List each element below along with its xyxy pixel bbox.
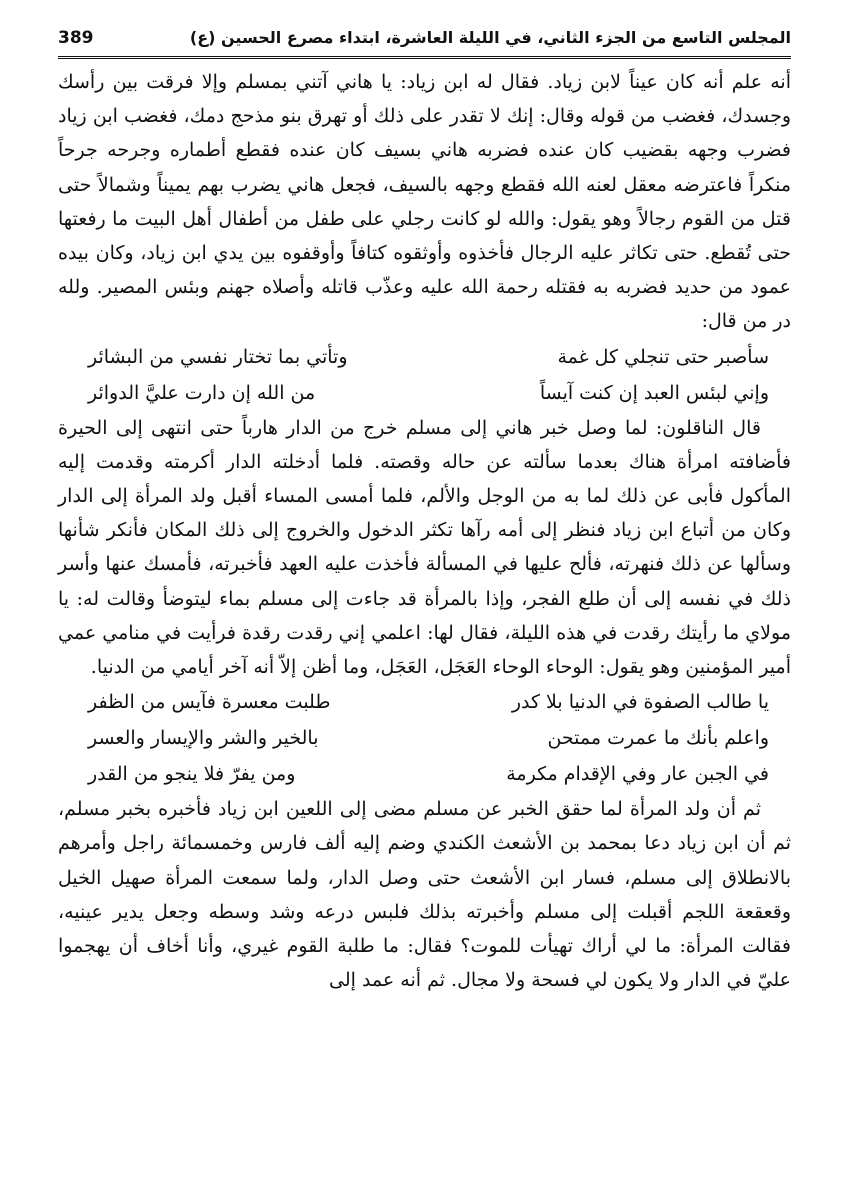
page-number: 389	[58, 28, 94, 48]
running-header	[58, 28, 791, 59]
verse-second-hemistich: وتأتي بما تختار نفسي من البشائر	[88, 345, 348, 368]
paragraph: ثم أن ولد المرأة لما حقق الخبر عن مسلم مضى إلى اللعين ابن زياد فأخبره بخبر مسلم، ثم أن ابن زياد دعا بمحمد بن الأشعث الكندي وضم إليه ألف فارس وخمسمائة راجل وأمرهم بالانطلاق إلى مسلم، فسار ابن الأشعث حتى وصل الدار، ولما سمعت المرأة صهيل الخيل وقعقعة اللجم أقبلت إلى مسلم وأخبرته بذلك فلبس درعه وشد وسطه وجعل يدير عينيه، فقالت المرأة: ما لي أراك تهيأت للموت؟ فقال: ما طلبة القوم غيري، وأنا أخاف أن يهجموا عليّ في الدار ولا يكون لي فسحة ولا مجال. ثم أنه عمد إلى	[58, 798, 791, 992]
chapter-title: المجلس التاسع من الجزء الثاني، في الليلة العاشرة، ابتداء مصرع الحسين (ع)	[189, 28, 791, 47]
verse-first-hemistich: واعلم بأنك ما عمرت ممتحن	[547, 727, 769, 750]
verse-first-hemistich: وإني لبئس العبد إن كنت آيساً	[539, 381, 769, 404]
paragraph: أنه علم أنه كان عيناً لابن زياد. فقال له ابن زياد: يا هاني آتني بمسلم وإلا فرقت بين رأسك وجسدك، فغضب من قوله وقال: إنك لا تقدر على ذلك أو تهرق بنو مذحج دمك، فغضب ابن زياد فضرب وجهه بقضيب كان عنده فضربه هاني بسيف كان عنده فقطع أطماره وجرحه جرحاً منكراً فاعترضه معقل لعنه الله فقطع وجهه بالسيف، فجعل هاني يضرب بهم يميناً وشمالاً حتى قتل من القوم رجالاً وهو يقول: والله لو كانت رجلي على طفل من أطفال أهل البيت ما رفعتها حتى تُقطع. حتى تكاثر عليه الرجال فأخذوه وأوثقوه كتافاً وأوقفوه بين يدي ابن زياد، وكان بيده عمود من حديد فضربه به فقتله رحمة الله عليه وعذّب قاتله وأصلاه جهنم وبئس المصير. ولله در من قال:	[58, 71, 791, 333]
verse-second-hemistich: طلبت معسرة فآيس من الظفر	[88, 691, 331, 714]
verse-first-hemistich: سأصبر حتى تنجلي كل غمة	[557, 345, 769, 368]
verse-second-hemistich: بالخير والشر والإيسار والعسر	[88, 727, 319, 750]
page-body	[58, 65, 791, 997]
verse-first-hemistich: يا طالب الصفوة في الدنيا بلا كدر	[511, 691, 769, 714]
poem-verse	[58, 720, 791, 756]
verse-first-hemistich: في الجبن عار وفي الإقدام مكرمة	[506, 763, 769, 786]
paragraph: قال الناقلون: لما وصل خبر هاني إلى مسلم خرج من الدار هارباً حتى انتهى إلى الحيرة فأضافته امرأة هناك بعدما سألته عن حاله وقصته. فلما أدخلته الدار أكرمته وقدمت إليه المأكول فأبى عن ذلك لما به من الوجل والألم، فلما أمسى المساء أقبل ولد المرأة إلى الدار وكان من أتباع ابن زياد فنظر إلى أمه رآها تكثر الدخول والخروج إلى ذلك المكان فأنكر شأنها وسألها عن ذلك فنهرته، فألح عليها في المسألة فأخذت عليه العهد فأخبرته، فأمسك عنها وأسر ذلك في نفسه إلى أن طلع الفجر، وإذا بالمرأة قد جاءت إلى مسلم بماء ليتوضأ وقالت له: يا مولاي ما رأيتك رقدت في هذه الليلة، فقال لها: اعلمي إني رقدت رقدة فرأيت في منامي عمي أمير المؤمنين وهو يقول: الوحاء الوحاء العَجَل، العَجَل، وما أظن إلاّ أنه آخر أيامي من الدنيا.	[58, 416, 791, 679]
verse-second-hemistich: ومن يفرّ فلا ينجو من القدر	[88, 763, 296, 786]
poem-verse	[58, 375, 791, 411]
poem-verse	[58, 684, 791, 720]
poem-verse	[58, 756, 791, 792]
verse-second-hemistich: من الله إن دارت عليَّ الدوائر	[88, 381, 316, 404]
poem-verse	[58, 339, 791, 375]
